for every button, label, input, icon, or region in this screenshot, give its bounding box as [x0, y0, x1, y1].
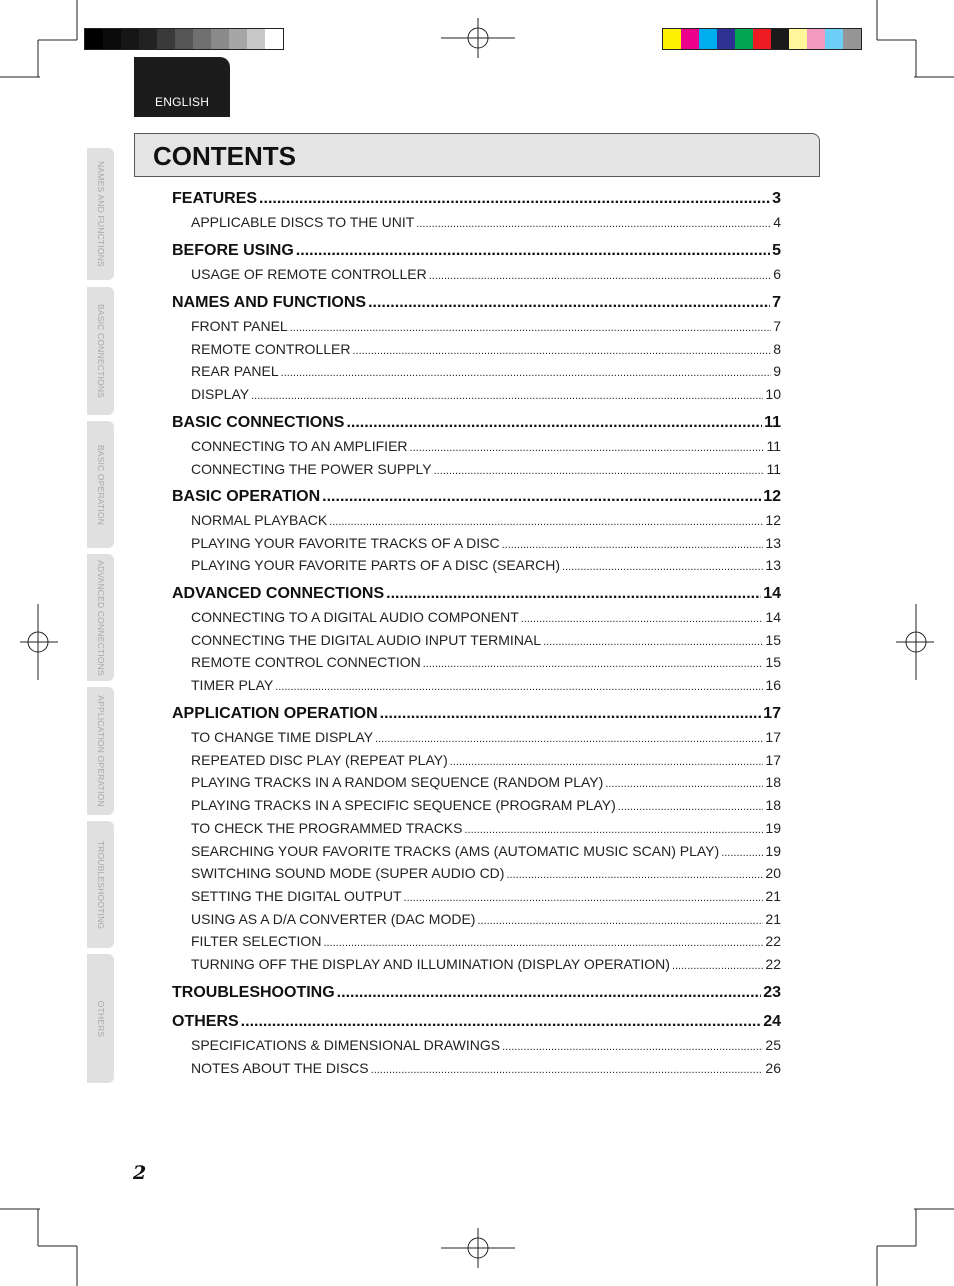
grayscale-calibration-bar: [84, 28, 284, 50]
toc-entry-page: 5: [772, 242, 781, 259]
dot-leader: [259, 190, 770, 208]
toc-entry-label: DISPLAY: [191, 386, 250, 403]
toc-subsection-entry[interactable]: [191, 386, 781, 402]
toc-entry-label: OTHERS: [172, 1013, 239, 1030]
toc-entry-label: USING AS A D/A CONVERTER (DAC MODE): [191, 910, 476, 927]
calibration-swatch: [663, 29, 681, 49]
toc-subsection-entry[interactable]: [191, 654, 781, 670]
calibration-swatch: [103, 29, 121, 49]
calibration-swatch: [843, 29, 861, 49]
dot-leader: [368, 294, 770, 312]
toc-entry-page: 10: [765, 386, 781, 403]
toc-entry-page: 24: [763, 1013, 781, 1030]
toc-entry-label: FILTER SELECTION: [191, 933, 322, 950]
toc-entry-page: 17: [765, 751, 781, 768]
toc-entry-page: 13: [765, 557, 781, 574]
dot-leader: [521, 613, 764, 625]
toc-entry-page: 22: [765, 933, 781, 950]
toc-entry-page: 13: [765, 534, 781, 551]
side-tab-advanced-connections[interactable]: ADVANCED CONNECTIONS: [87, 554, 114, 681]
dot-leader: [296, 242, 770, 260]
toc-entry-label: SEARCHING YOUR FAVORITE TRACKS (AMS (AUTOMATIC MUSIC SCAN) PLAY): [191, 842, 720, 859]
toc-entry-page: 19: [765, 819, 781, 836]
toc-entry-page: 18: [765, 797, 781, 814]
toc-entry-page: 17: [765, 729, 781, 745]
dot-leader: [251, 390, 763, 402]
toc-entry-label: ADVANCED CONNECTIONS: [172, 585, 385, 602]
dot-leader: [404, 892, 764, 904]
calibration-swatch: [121, 29, 139, 49]
toc-entry-label: FRONT PANEL: [191, 318, 288, 334]
dot-leader: [502, 1041, 763, 1053]
toc-entry-label: PLAYING YOUR FAVORITE PARTS OF A DISC (SEARCH): [191, 557, 561, 574]
toc-subsection-entry[interactable]: [191, 214, 781, 230]
toc-subsection-entry[interactable]: [191, 797, 781, 813]
calibration-swatch: [85, 29, 103, 49]
toc-entry-page: 12: [765, 512, 781, 528]
dot-leader: [290, 322, 771, 334]
toc-section-entry[interactable]: [172, 1013, 781, 1031]
toc-subsection-entry[interactable]: [191, 438, 781, 454]
toc-entry-label: REMOTE CONTROLLER: [191, 340, 351, 357]
toc-entry-label: USAGE OF REMOTE CONTROLLER: [191, 266, 427, 282]
toc-entry-label: REPEATED DISC PLAY (REPEAT PLAY): [191, 751, 448, 768]
toc-section-entry[interactable]: [172, 585, 781, 603]
calibration-swatch: [211, 29, 229, 49]
dot-leader: [605, 778, 763, 790]
toc-subsection-entry[interactable]: [191, 609, 781, 625]
calibration-swatch: [681, 29, 699, 49]
toc-subsection-entry[interactable]: [191, 752, 781, 768]
calibration-swatch: [771, 29, 789, 49]
page-title: CONTENTS: [153, 141, 296, 171]
toc-entry-page: 14: [765, 609, 781, 625]
dot-leader: [423, 658, 764, 670]
dot-leader: [506, 869, 763, 881]
dot-leader: [322, 488, 761, 506]
side-tab-troubleshooting[interactable]: TROUBLESHOOTING: [87, 821, 114, 948]
calibration-swatch: [735, 29, 753, 49]
calibration-swatch: [753, 29, 771, 49]
toc-entry-label: PLAYING TRACKS IN A SPECIFIC SEQUENCE (PROGRAM PLAY): [191, 797, 616, 814]
toc-entry-page: 21: [765, 887, 781, 904]
toc-entry-label: SETTING THE DIGITAL OUTPUT: [191, 887, 402, 904]
toc-entry-label: APPLICABLE DISCS TO THE UNIT: [191, 214, 415, 230]
dot-leader: [329, 516, 763, 528]
side-tab-application-operation[interactable]: APPLICATION OPERATION: [87, 687, 114, 815]
dot-leader: [352, 345, 771, 357]
dot-leader: [464, 824, 763, 836]
toc-entry-page: 11: [766, 460, 781, 477]
toc-section-entry[interactable]: [172, 488, 781, 506]
toc-subsection-entry[interactable]: [191, 632, 781, 648]
toc-section-entry[interactable]: [172, 705, 781, 723]
toc-entry-page: 7: [773, 318, 781, 334]
toc-entry-page: 9: [773, 363, 781, 380]
toc-section-entry[interactable]: [172, 414, 781, 432]
toc-entry-page: 15: [765, 654, 781, 671]
toc-subsection-entry[interactable]: [191, 820, 781, 836]
toc-entry-label: REMOTE CONTROL CONNECTION: [191, 654, 421, 671]
toc-entry-page: 22: [765, 956, 781, 972]
toc-entry-label: TIMER PLAY: [191, 677, 274, 694]
dot-leader: [562, 561, 763, 573]
side-tab-names-and-functions[interactable]: NAMES AND FUNCTIONS: [87, 148, 114, 280]
toc-subsection-entry[interactable]: [191, 677, 781, 693]
calibration-swatch: [807, 29, 825, 49]
toc-entry-page: 14: [763, 585, 781, 602]
dot-leader: [543, 636, 763, 648]
dot-leader: [346, 414, 762, 432]
toc-subsection-entry[interactable]: [191, 843, 781, 859]
toc-entry-page: 20: [765, 865, 781, 882]
toc-entry-page: 19: [765, 842, 781, 859]
calibration-swatch: [699, 29, 717, 49]
toc-entry-page: 26: [765, 1059, 781, 1076]
dot-leader: [275, 681, 763, 693]
toc-entry-page: 3: [772, 190, 781, 207]
toc-section-entry[interactable]: [172, 242, 781, 260]
dot-leader: [386, 585, 761, 603]
toc-entry-label: TURNING OFF THE DISPLAY AND ILLUMINATION (DISPLAY OPERATION): [191, 956, 670, 972]
dot-leader: [371, 1064, 764, 1076]
dot-leader: [429, 270, 772, 282]
calibration-swatch: [175, 29, 193, 49]
toc-entry-label: TO CHANGE TIME DISPLAY: [191, 729, 374, 745]
toc-section-entry[interactable]: [172, 984, 781, 1002]
toc-entry-label: CONNECTING TO AN AMPLIFIER: [191, 438, 408, 454]
toc-subsection-entry[interactable]: [191, 512, 781, 528]
toc-entry-label: CONNECTING TO A DIGITAL AUDIO COMPONENT: [191, 609, 519, 625]
dot-leader: [502, 539, 764, 551]
toc-subsection-entry[interactable]: [191, 266, 781, 282]
side-tab-others[interactable]: OTHERS: [87, 954, 114, 1083]
calibration-swatch: [717, 29, 735, 49]
toc-section-entry[interactable]: [172, 294, 781, 312]
toc-subsection-entry[interactable]: [191, 774, 781, 790]
toc-subsection-entry[interactable]: [191, 341, 781, 357]
dot-leader: [450, 756, 764, 768]
toc-entry-label: TO CHECK THE PROGRAMMED TRACKS: [191, 819, 463, 836]
calibration-swatch: [247, 29, 265, 49]
toc-entry-page: 11: [766, 438, 781, 454]
dot-leader: [618, 801, 764, 813]
page-number: 2: [133, 1162, 147, 1184]
dot-leader: [721, 847, 763, 859]
toc-entry-page: 8: [773, 340, 781, 357]
dot-leader: [281, 367, 772, 379]
toc-entry-label: SPECIFICATIONS & DIMENSIONAL DRAWINGS: [191, 1037, 501, 1053]
toc-subsection-entry[interactable]: [191, 535, 781, 551]
dot-leader: [375, 733, 763, 745]
toc-subsection-entry[interactable]: [191, 1060, 781, 1076]
toc-entry-label: CONNECTING THE POWER SUPPLY: [191, 460, 432, 477]
calibration-swatch: [229, 29, 247, 49]
toc-subsection-entry[interactable]: [191, 888, 781, 904]
toc-entry-label: APPLICATION OPERATION: [172, 705, 378, 722]
language-label: ENGLISH: [155, 95, 210, 109]
toc-entry-page: 21: [765, 910, 781, 927]
toc-entry-page: 7: [772, 294, 781, 311]
calibration-swatch: [265, 29, 283, 49]
toc-subsection-entry[interactable]: [191, 1037, 781, 1053]
toc-subsection-entry[interactable]: [191, 363, 781, 379]
calibration-swatch: [789, 29, 807, 49]
dot-leader: [337, 984, 762, 1002]
toc-subsection-entry[interactable]: [191, 557, 781, 573]
toc-entry-label: NOTES ABOUT THE DISCS: [191, 1059, 369, 1076]
dot-leader: [410, 442, 765, 454]
side-tab-basic-connections[interactable]: BASIC CONNECTIONS: [87, 287, 114, 415]
toc-entry-label: PLAYING TRACKS IN A RANDOM SEQUENCE (RANDOM PLAY): [191, 774, 604, 791]
toc-entry-page: 4: [773, 214, 781, 230]
toc-entry-page: 23: [763, 984, 781, 1001]
dot-leader: [434, 465, 765, 477]
toc-entry-label: REAR PANEL: [191, 363, 279, 380]
dot-leader: [672, 960, 763, 972]
toc-subsection-entry[interactable]: [191, 461, 781, 477]
side-tab-basic-operation[interactable]: BASIC OPERATION: [87, 421, 114, 548]
dot-leader: [323, 937, 763, 949]
dot-leader: [380, 705, 762, 723]
toc-subsection-entry[interactable]: [191, 865, 781, 881]
toc-entry-label: NAMES AND FUNCTIONS: [172, 294, 367, 311]
toc-subsection-entry[interactable]: [191, 933, 781, 949]
toc-entry-label: BASIC OPERATION: [172, 488, 321, 505]
toc-entry-page: 15: [765, 631, 781, 648]
toc-entry-page: 25: [765, 1037, 781, 1053]
toc-entry-page: 12: [763, 488, 781, 505]
toc-section-entry[interactable]: [172, 190, 781, 208]
calibration-swatch: [825, 29, 843, 49]
calibration-swatch: [157, 29, 175, 49]
language-tab: [134, 57, 230, 117]
dot-leader: [241, 1013, 762, 1031]
toc-subsection-entry[interactable]: [191, 956, 781, 972]
toc-entry-label: BEFORE USING: [172, 242, 294, 259]
toc-entry-page: 17: [763, 705, 781, 722]
toc-entry-label: BASIC CONNECTIONS: [172, 414, 345, 431]
toc-entry-label: TROUBLESHOOTING: [172, 984, 335, 1001]
toc-entry-label: PLAYING YOUR FAVORITE TRACKS OF A DISC: [191, 534, 500, 551]
toc-subsection-entry[interactable]: [191, 729, 781, 745]
toc-subsection-entry[interactable]: [191, 318, 781, 334]
dot-leader: [416, 218, 771, 230]
color-calibration-bar: [662, 28, 862, 50]
calibration-swatch: [193, 29, 211, 49]
toc-entry-label: FEATURES: [172, 190, 258, 207]
dot-leader: [477, 915, 763, 927]
toc-entry-page: 6: [773, 266, 781, 282]
calibration-swatch: [139, 29, 157, 49]
toc-entry-label: SWITCHING SOUND MODE (SUPER AUDIO CD): [191, 865, 505, 882]
toc-entry-label: NORMAL PLAYBACK: [191, 512, 328, 528]
toc-entry-page: 11: [764, 414, 781, 431]
toc-entry-page: 16: [765, 677, 781, 694]
title-box: [134, 133, 820, 177]
toc-subsection-entry[interactable]: [191, 911, 781, 927]
toc-entry-label: CONNECTING THE DIGITAL AUDIO INPUT TERMINAL: [191, 631, 542, 648]
toc-entry-page: 18: [765, 774, 781, 791]
